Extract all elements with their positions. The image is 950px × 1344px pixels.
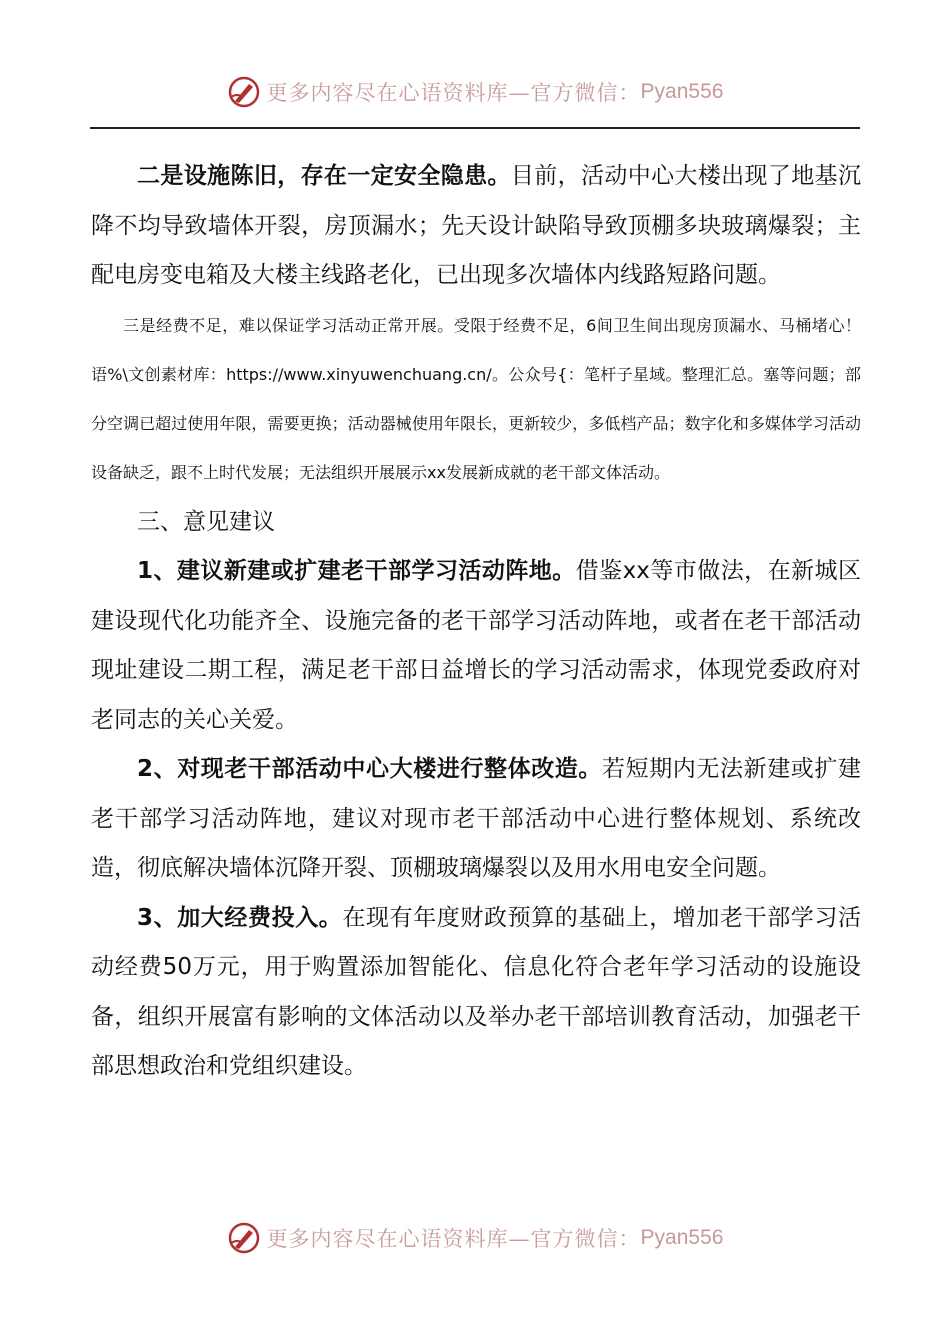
document-body: [91, 152, 861, 1092]
pen-logo-icon: [227, 75, 261, 109]
paragraph-funding-text: 三是经费不足，难以保证学习活动正常开展。受限于经费不足，6间卫生间出现房顶漏水、马桶堵心！语%\文创素材库：https://www.xinyuwenchuang.cn/。公众号{：笔杆子星域。整理汇总。塞等问题；部分空调已超过使用年限，需要更换；活动器械使用年限长，更新较少，多低档产品；数字化和多媒体学习活动设备缺乏，跟不上时代发展；无法组织开展展示xx发展新成就的老干部文体活动。: [91, 315, 861, 483]
paragraph-facilities-lead: 二是设施陈旧，存在一定安全隐患。: [137, 163, 511, 189]
header-banner: [0, 72, 950, 112]
paragraph-facilities-text: 目前，活动中心大楼出现了地基沉降不均导致墙体开裂，房顶漏水；先天设计缺陷导致顶棚多块玻璃爆裂；主配电房变电箱及大楼主线路老化，已出现多次墙体内线路短路问题。: [91, 163, 862, 288]
footer-banner: [0, 1218, 950, 1258]
suggestion-1-text: 借鉴xx等市做法，在新城区建设现代化功能齐全、设施完备的老干部学习活动阵地，或者在老干部活动现址建设二期工程，满足老干部日益增长的学习活动需求，体现党委政府对老同志的关心关爱。: [91, 558, 861, 733]
header-divider: [90, 127, 860, 129]
pen-logo-icon: [227, 1221, 261, 1255]
suggestion-3-lead: 3、加大经费投入。: [137, 904, 343, 931]
paragraph-facilities: [91, 152, 861, 301]
header-banner-text: 更多内容尽在心语资料库—官方微信：: [266, 81, 641, 105]
suggestion-1: [91, 547, 861, 745]
section-heading: 三、意见建议: [137, 508, 275, 535]
suggestion-1-lead: 1、建议新建或扩建老干部学习活动阵地。: [137, 558, 576, 585]
suggestion-2: [91, 745, 861, 894]
suggestion-2-text: 若短期内无法新建或扩建老干部学习活动阵地，建议对现市老干部活动中心进行整体规划、系统改造，彻底解决墙体沉降开裂、顶棚玻璃爆裂以及用水用电安全问题。: [91, 756, 861, 882]
suggestion-3: [91, 894, 861, 1092]
header-banner-id: Pyan556: [640, 80, 724, 103]
suggestion-2-lead: 2、对现老干部活动中心大楼进行整体改造。: [137, 756, 602, 783]
footer-banner-text: 更多内容尽在心语资料库—官方微信：: [266, 1227, 641, 1251]
footer-banner-id: Pyan556: [640, 1226, 724, 1249]
paragraph-funding: [91, 301, 861, 498]
suggestion-3-text: 在现有年度财政预算的基础上，增加老干部学习活动经费50万元，用于购置添加智能化、信息化符合老年学习活动的设施设备，组织开展富有影响的文体活动以及举办老干部培训教育活动，加强老干部思想政治和党组织建设。: [91, 904, 861, 1080]
